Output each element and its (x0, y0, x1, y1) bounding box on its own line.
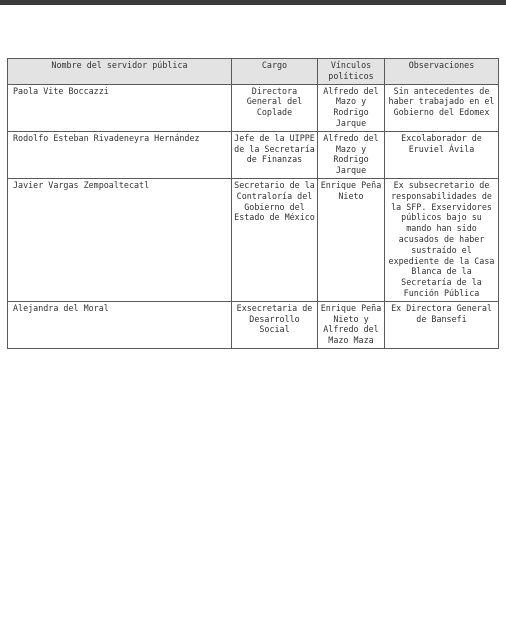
table-row (8, 131, 499, 178)
cell-vinculos: Enrique Peña Nieto (318, 178, 385, 301)
cell-nombre: Paola Vite Boccazzi (8, 84, 232, 131)
cell-vinculos: Alfredo del Mazo y Rodrigo Jarque (318, 84, 385, 131)
officials-table (7, 58, 499, 349)
cell-cargo: Jefe de la UIPPE de la Secretaría de Finanzas (232, 131, 318, 178)
cell-observaciones: Sin antecedentes de haber trabajado en el Gobierno del Edomex (385, 84, 499, 131)
cell-nombre: Alejandra del Moral (8, 301, 232, 348)
header-cargo: Cargo (232, 59, 318, 85)
cell-nombre: Javier Vargas Zempoaltecatl (8, 178, 232, 301)
header-vinculos: Vínculos políticos (318, 59, 385, 85)
cell-observaciones: Ex subsecretario de responsabilidades de la SFP. Exservidores públicos bajo su mando han sido acusados de haber sustraído el expediente de la Casa Blanca de la Secretaría de la Función Pública (385, 178, 499, 301)
cell-vinculos: Enrique Peña Nieto y Alfredo del Mazo Maza (318, 301, 385, 348)
cell-observaciones: Excolaborador de Eruviel Ávila (385, 131, 499, 178)
table-row (8, 301, 499, 348)
table-header-row (8, 59, 499, 85)
table-row (8, 84, 499, 131)
cell-cargo: Directora General del Coplade (232, 84, 318, 131)
document-page (0, 5, 506, 640)
cell-nombre: Rodolfo Esteban Rivadeneyra Hernández (8, 131, 232, 178)
header-observaciones: Observaciones (385, 59, 499, 85)
cell-vinculos: Alfredo del Mazo y Rodrigo Jarque (318, 131, 385, 178)
table-row (8, 178, 499, 301)
cell-cargo: Exsecretaria de Desarrollo Social (232, 301, 318, 348)
header-nombre: Nombre del servidor pública (8, 59, 232, 85)
cell-observaciones: Ex Directora General de Bansefi (385, 301, 499, 348)
cell-cargo: Secretario de la Contraloría del Gobierno del Estado de México (232, 178, 318, 301)
